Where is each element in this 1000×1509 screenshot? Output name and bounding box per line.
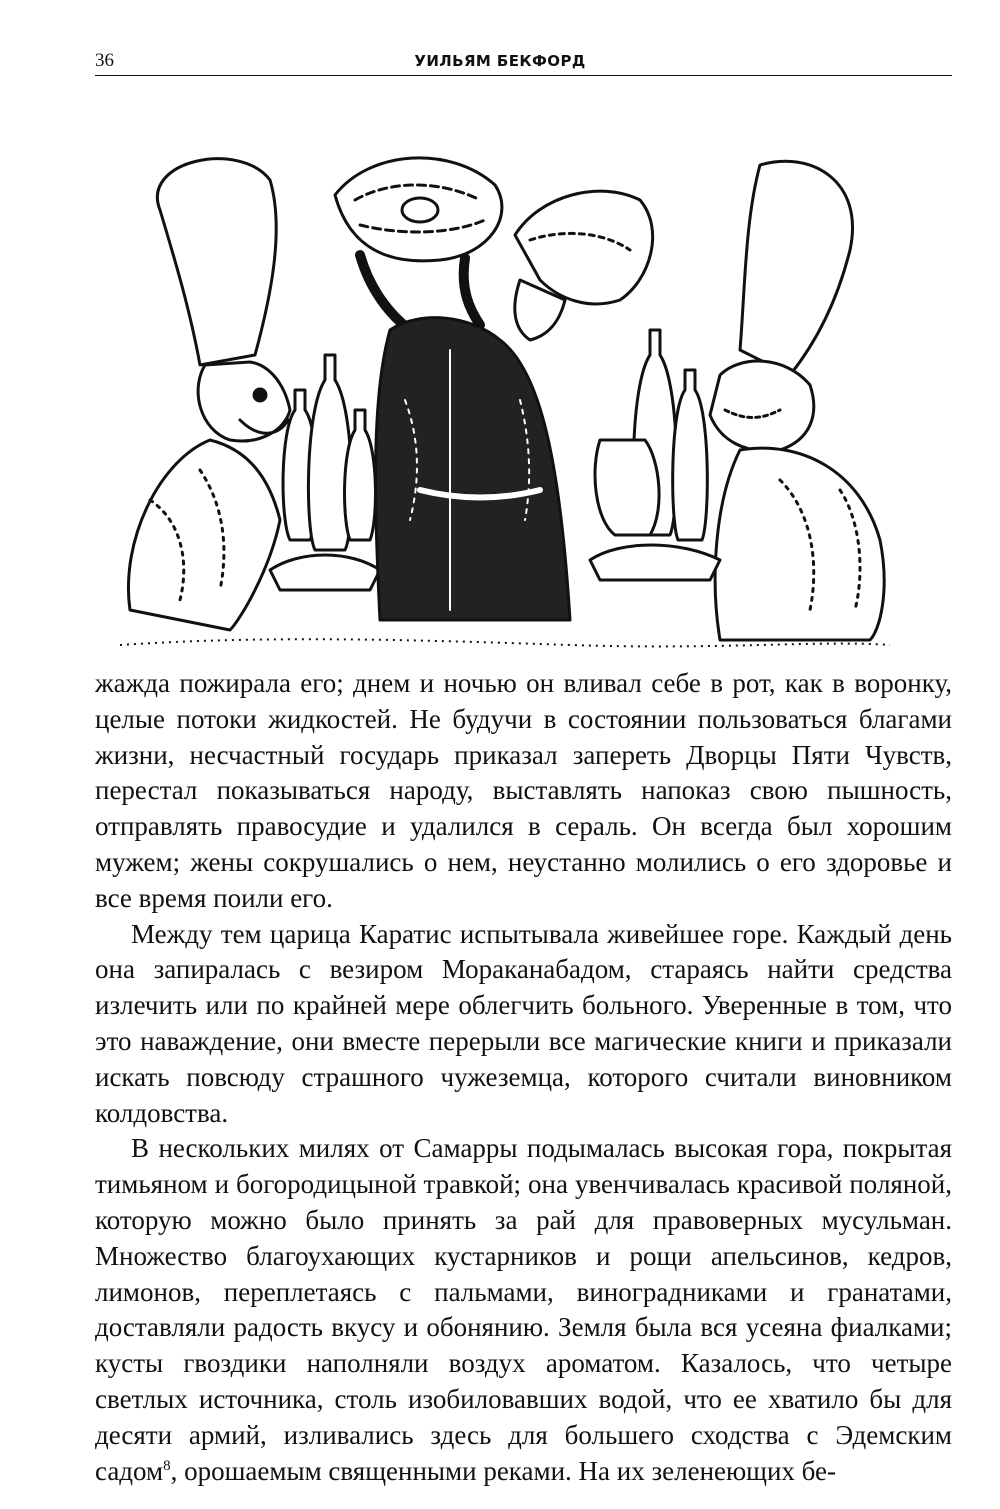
paragraph: жажда пожирала его; днем и ночью он вливал себе в рот, как в воронку, целые потоки жидкостей. Не будучи в состоянии пользоваться благами жизни, несчастный государь приказал запереть Дворцы Пяти Чувств, перестал показываться народу, выставлять напоказ свою пышность, отправлять правосудие и удалился в сераль. Он всегда был хорошим мужем; жены сокрушались о нем, неустанно молились о его здоровье и все время поили его. xyxy=(95,668,952,913)
engraving-illustration xyxy=(120,140,890,660)
header-rule xyxy=(95,75,952,76)
page-number: 36 xyxy=(95,50,114,71)
footnote-marker[interactable]: 8 xyxy=(163,1457,171,1474)
paragraph xyxy=(95,1131,952,1489)
body-text xyxy=(95,666,952,1489)
running-head: УИЛЬЯМ БЕКФОРД xyxy=(414,52,586,70)
paragraph-text: В нескольких милях от Самарры подымалась высокая гора, покрытая тимьяном и богородицыной травкой; она увенчивалась красивой поляной, которую можно было принять за рай для правоверных мусульман. Множество благоухающих кустарников и рощи апельсинов, кедров, лимонов, переплетаясь с пальмами, виноградниками и гранатами, доставляли радость вкусу и обонянию. Земля была вся усеяна фиалками; кусты гвоздики наполняли воздух ароматом. Казалось, что четыре светлых источника, столь изобиловавших водой, что ее хватило бы для десяти армий, изливались здесь для большего сходства с Эдемским садом xyxy=(95,1133,952,1486)
paragraph-text: , орошаемым священными реками. На их зеленеющих бе- xyxy=(170,1455,837,1486)
paragraph: Между тем царица Каратис испытывала живейшее горе. Каждый день она запиралась с везиром Мораканабадом, стараясь найти средства излечить или по крайней мере облегчить больного. Уверенные в том, что это наваждение, они вместе перерыли все магические книги и приказали искать повсюду страшного чужеземца, которого считали виновником колдовства. xyxy=(95,918,952,1128)
